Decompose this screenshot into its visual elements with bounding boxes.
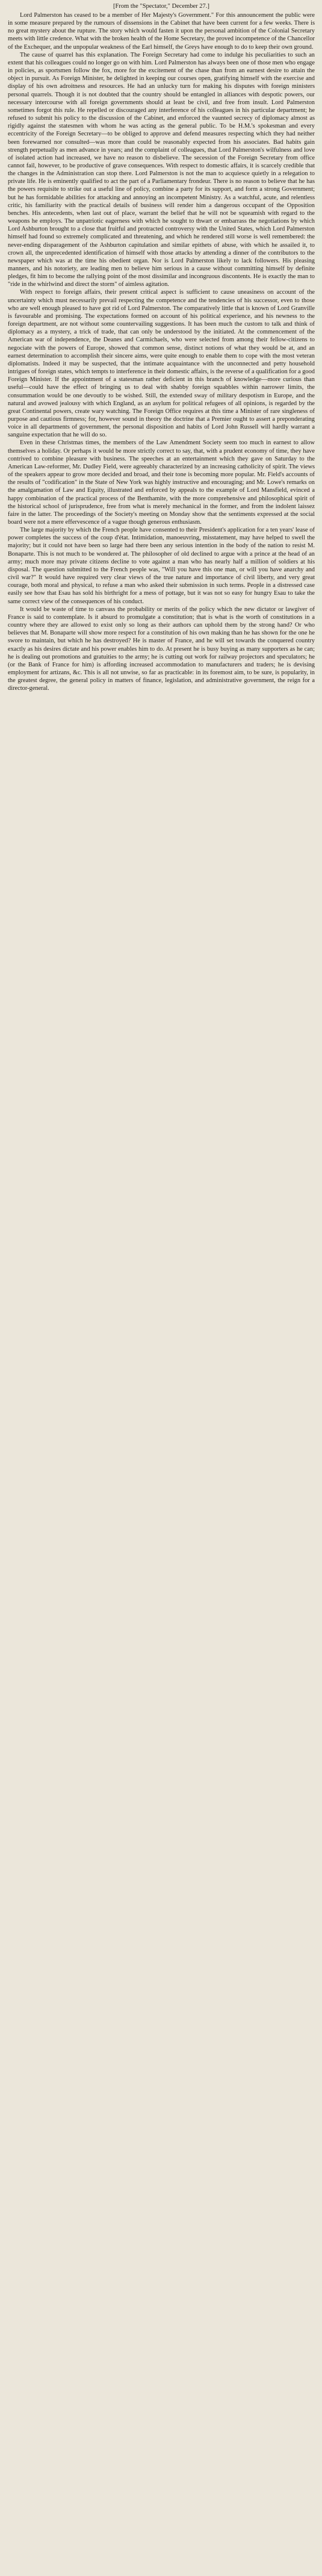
paragraph-1: Lord Palmerston has ceased to be a member of Her Majesty's Government." For this announcement the public were in some measure prepared by the rumours of dissensions in the Cabinet that have been current for a few weeks. There is no great mystery about the rupture. The story which would fasten it upon the personal ambition of the Colonial Secretary meets with little credence. What with the broken health of the Home Secretary, the proved incompetence of the Chancellor of the Exchequer, and the unpopular weakness of the Earl himself, the Greys have enough to do to keep their own ground. bbox=[8, 12, 315, 51]
paragraph-4: Even in these Christmas times, the members of the Law Amendment Society seem too much in earnest to allow themselves a holiday. Or perhaps it would be more strictly correct to say, that, with a prudent economy of time, they have contrived to combine pleasure with business. The speeches at an entertainment which they gave on Saturday to the American Law-reformer, Mr. Dudley Field, were agreeably characterized by an increasing catholicity of spirit. The views of the speakers appear to grow more decided and broad, and their tone is becoming more popular. Mr. Field's accounts of the results of "codification" in the State of New York was highly instructive and encouraging; and Mr. Lowe's remarks on the amalgamation of Law and Equity, illustrated and enforced by appeals to the example of Lord Mansfield, evinced a happy combination of the practical process of the Benthamite, with the more comprehensive and philosophical spirit of the historical school of jurisprudence, free from what is merely mechanical in the former, and from the indolent laissez faire in the latter. The proceedings of the Society's meeting on Monday show that the sentiments expressed at the social board were not a mere effervescence of a vague though generous enthusiasm. bbox=[8, 439, 315, 526]
source-line: [From the "Spectator," December 27.] bbox=[113, 3, 209, 10]
paragraph-2: The cause of quarrel has this explanation. The Foreign Secretary had come to indulge his peculiarities to such an extent that his colleagues could no longer go on with him. Lord Palmerston has always been one of those men who engage in policies, as sportsmen follow the fox, more for the excitement of the chase than from an earnest desire to attain the object in pursuit. As Foreign Minister, he delighted in keeping our courses open, gratifying himself with the exercise and display of his own adroitness and resources. He had an unlucky turn for making his disputes with foreign ministers personal quarrels. Though it is not doubted that the country should be entangled in alliances with despotic powers, our necessary intercourse with all foreign governments should at least be civil, and free from insult. Lord Palmerston sometimes forgot this rule. He repelled or discouraged any interference of his colleagues in his particular department; he refused to submit his policy to the discussion of the Cabinet, and enforced the vaunted secrecy of diplomacy almost as rigidly against the statesmen with whom he was acting as the general public. To be H.M.'s spokesman and every eccentricity of the Foreign Secretary—to be obliged to approve and defend measures respecting which they had neither been forewarned nor consulted—was more than could be reasonably expected from his associates. Bad habits gain strength perpetually as men advance in years; and the complaint of colleagues, that Lord Palmerston's wilfulness and love of isolated action had increased, we have no reason to disbelieve. The secession of the Foreign Secretary from office cannot fail, however, to be productive of grave consequences. With respect to domestic affairs, it is scarcely credible that the changes in the Administration can stop there. Lord Palmerston is not the man to acquiesce quietly in a relegation to private life. He is eminently qualified to act the part of a Parliamentary frondeur. There is no reason to believe that he has the powers requisite to strike out a useful line of policy, combine a party for its support, and form a strong Government; but he has formidable abilities for attacking and annoying an incompetent Ministry. As a watchful, acute, and relentless critic, his familiarity with the practical details of business will render him a dangerous occupant of the Opposition benches. His antecedents, when last out of place, warrant the belief that he will not be squeamish with regard to the weapons he employs. The unpatriotic eagerness with which he sought to thwart or embarrass the negotiations by which Lord Ashburton brought to a close that fruitful and protracted controversy with the United States, which Lord Palmerston himself had found so extremely complicated and threatening, and which he rendered still worse is well remembered: the never-ending disparagement of the Ashburton capitulation and similar epithets of abuse, with which he assailed it, to crown all, the unprecedented identification of himself with those attacks by attending a dinner of the contributors to the newspaper which was at the time his obedient organ. Nor is Lord Palmerston likely to lack followers. His pleasing manners, and his notoriety, are leading men to believe him serious in a cause without committing himself by definite pledges, fit him to become the rallying point of the most dissimilar and incongruous discontents. He is exactly the man to "ride in the whirlwind and direct the storm" of aimless agitation. bbox=[8, 51, 315, 288]
paragraph-3: With respect to foreign affairs, their present critical aspect is sufficient to cause uneasiness on account of the uncertainty which must necessarily prevail respecting the competence and the tendencies of his successor, even to those who are well enough pleased to have got rid of Lord Palmerston. The comparatively little that is known of Lord Granville is favourable and promising. The expectations formed on account of his political experience, and his newness to the foreign department, are not without some countervailing suggestions. It has been much the custom to talk and think of diplomacy as a mystery, a trick of trade, that can only be understood by the initiated. At the commencement of the American war of independence, the Deanes and Carmichaels, who were selected from among their fellow-citizens to negociate with the powers of Europe, showed that common sense, distinct notions of what they would be at, and an earnest determination to accomplish their sincere aims, were quite enough to enable them to cope with the most veteran diplomatists. Indeed it may be suspected, that the intimate acquaintance with the unconnected and petty household intrigues of foreign states, which tempts to interference in their domestic affairs, is the reverse of a qualification for a good Foreign Minister. If the appointment of a statesman rather deficient in this branch of knowledge—more curious than useful—could have the effect of bringing us to deal with shabby foreign squabbles within narrower limits, the consummation would be one devoutly to be wished. Still, the extended sway of military despotism in Europe, and the natural and avowed jealousy with which England, as an asylum for political refugees of all opinions, is regarded by the great Continental powers, create wary watching. The Foreign Office requires at this time a Minister of rare singleness of purpose and cautious firmness; for, however sound in theory the doctrine that a Premier ought to assert a preponderating voice in all departments of government, the personal disposition and habits of Lord John Russell will hardly warrant a sanguine expectation that he will do so. bbox=[8, 289, 315, 439]
paragraph-6: It would be waste of time to canvass the probability or merits of the policy which the new dictator or lawgiver of France is said to contemplate. Is it absurd to promulgate a constitution; that is what is the worth of constitutions in a country where they are allowed to exist only so long as their authors can uphold them by the strong hand? Or who believes that M. Bonaparte will show more respect for a constitution of his own making than he has shown for the one he swore to maintain, but which he has destroyed? He is master of France, and he will set towards the conquered country exactly as his desires dictate and his power enables him to do. At present he is busy buying as many supporters as he can; he is dealing out promotions and gratuities to the army; he is cutting out work for railway projectors and speculators; he (or the Bank of France for him) is affording increased accommodation to manufacturers and traders; he is devising employment for artizans, &c. This is all not unwise, so far as practicable: in its foremost aim, to be sure, is popularity, in the greatest degree, the general policy in matters of finance, legislation, and administrative government, the reign for a director-general. bbox=[8, 606, 315, 692]
article-body bbox=[8, 11, 315, 692]
paragraph-5: The large majority by which the French people have consented to their President's application for a ten years' lease of power completes the success of the coup d'état. Intimidation, manoeuvring, misstatement, may have helped to swell the majority; but it could not have been so large had there been any serious intention in the body of the nation to resist M. Bonaparte. This is not much to be wondered at. The philosopher of old declined to argue with a prince at the head of an army; much more may private citizens decline to vote against a man who has nearly half a million of soldiers at his disposal. The question submitted to the French people was, "Will you have this one man, or will you have anarchy and civil war?" It would have required very clear views of the true nature and importance of civil liberty, and very great courage, both moral and physical, to refuse a man who asked their submission in such terms. People in a distressed case easily see how that Esau has sold his birthright for a mess of pottage, but it was not so easy for hungry Esau to take the same correct view of the consequences of his conduct. bbox=[8, 527, 315, 605]
